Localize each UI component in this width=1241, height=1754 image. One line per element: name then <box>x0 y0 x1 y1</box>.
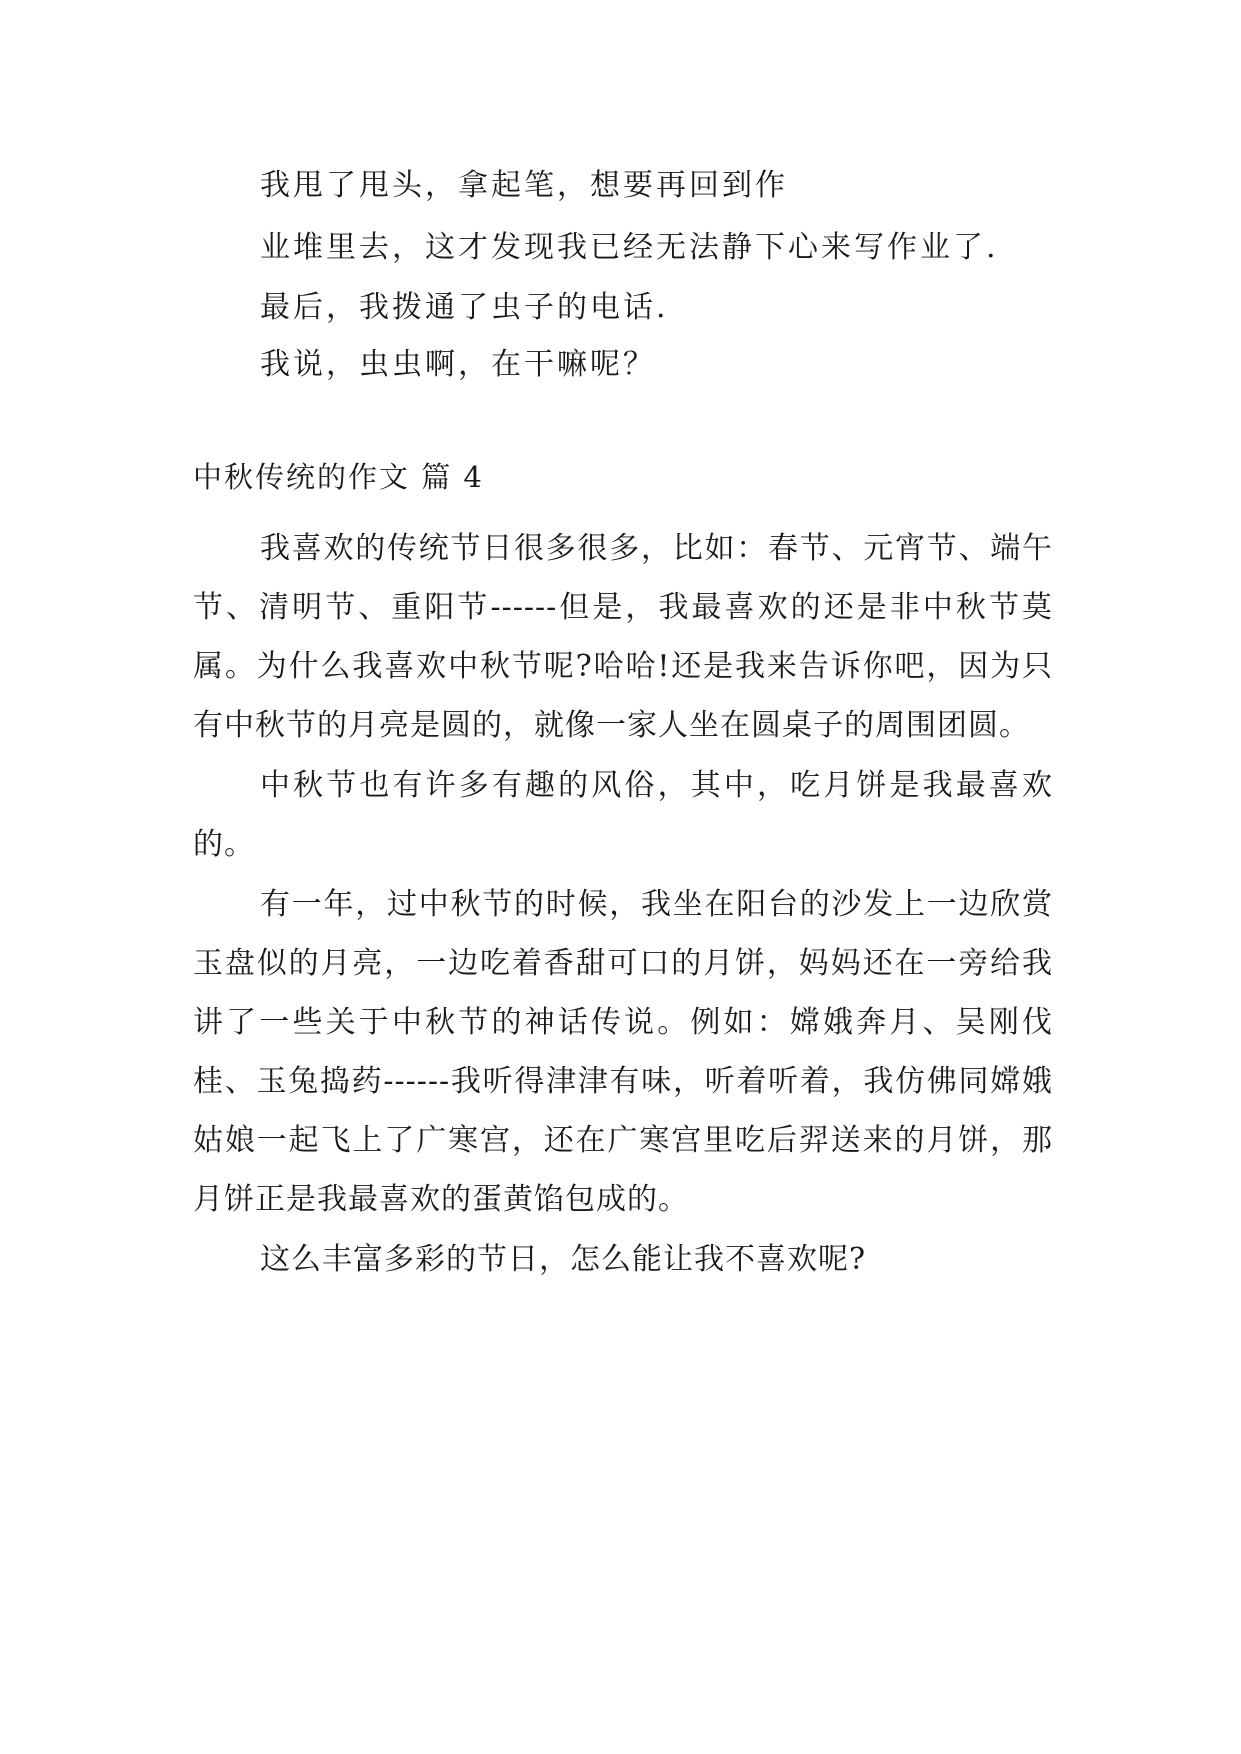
text-line: 业堆里去，这才发现我已经无法静下心来写作业了. <box>260 230 999 265</box>
text-line: 我甩了甩头，拿起笔，想要再回到作 <box>260 168 788 203</box>
section-heading: 中秋传统的作文 篇 4 <box>193 460 484 494</box>
paragraph: 中秋节也有许多有趣的风俗，其中，吃月饼是我最喜欢的。 <box>193 768 1053 862</box>
paragraph: 我喜欢的传统节日很多很多，比如：春节、元宵节、端午节、清明节、重阳节------但是，我最喜欢的还是非中秋节莫属。为什么我喜欢中秋节呢?哈哈!还是我来告诉你吧，因为只有中秋节的月亮是圆的，就像一家人坐在圆桌子的周围团圆。 <box>193 531 1053 743</box>
paragraph: 这么丰富多彩的节日，怎么能让我不喜欢呢? <box>260 1242 867 1277</box>
essay-section <box>193 457 1053 1290</box>
paragraph: 有一年，过中秋节的时候，我坐在阳台的沙发上一边欣赏玉盘似的月亮，一边吃着香甜可口的月饼，妈妈还在一旁给我讲了一些关于中秋节的神话传说。例如：嫦娥奔月、吴刚伐桂、玉兔捣药------我听得津津有味，听着听着，我仿佛同嫦娥姑娘一起飞上了广寒宫，还在广寒宫里吃后羿送来的月饼，那月饼正是我最喜欢的蛋黄馅包成的。 <box>193 887 1053 1217</box>
text-line: 我说，虫虫啊，在干嘛呢？ <box>260 347 656 382</box>
text-line: 最后，我拨通了虫子的电话. <box>260 290 669 325</box>
